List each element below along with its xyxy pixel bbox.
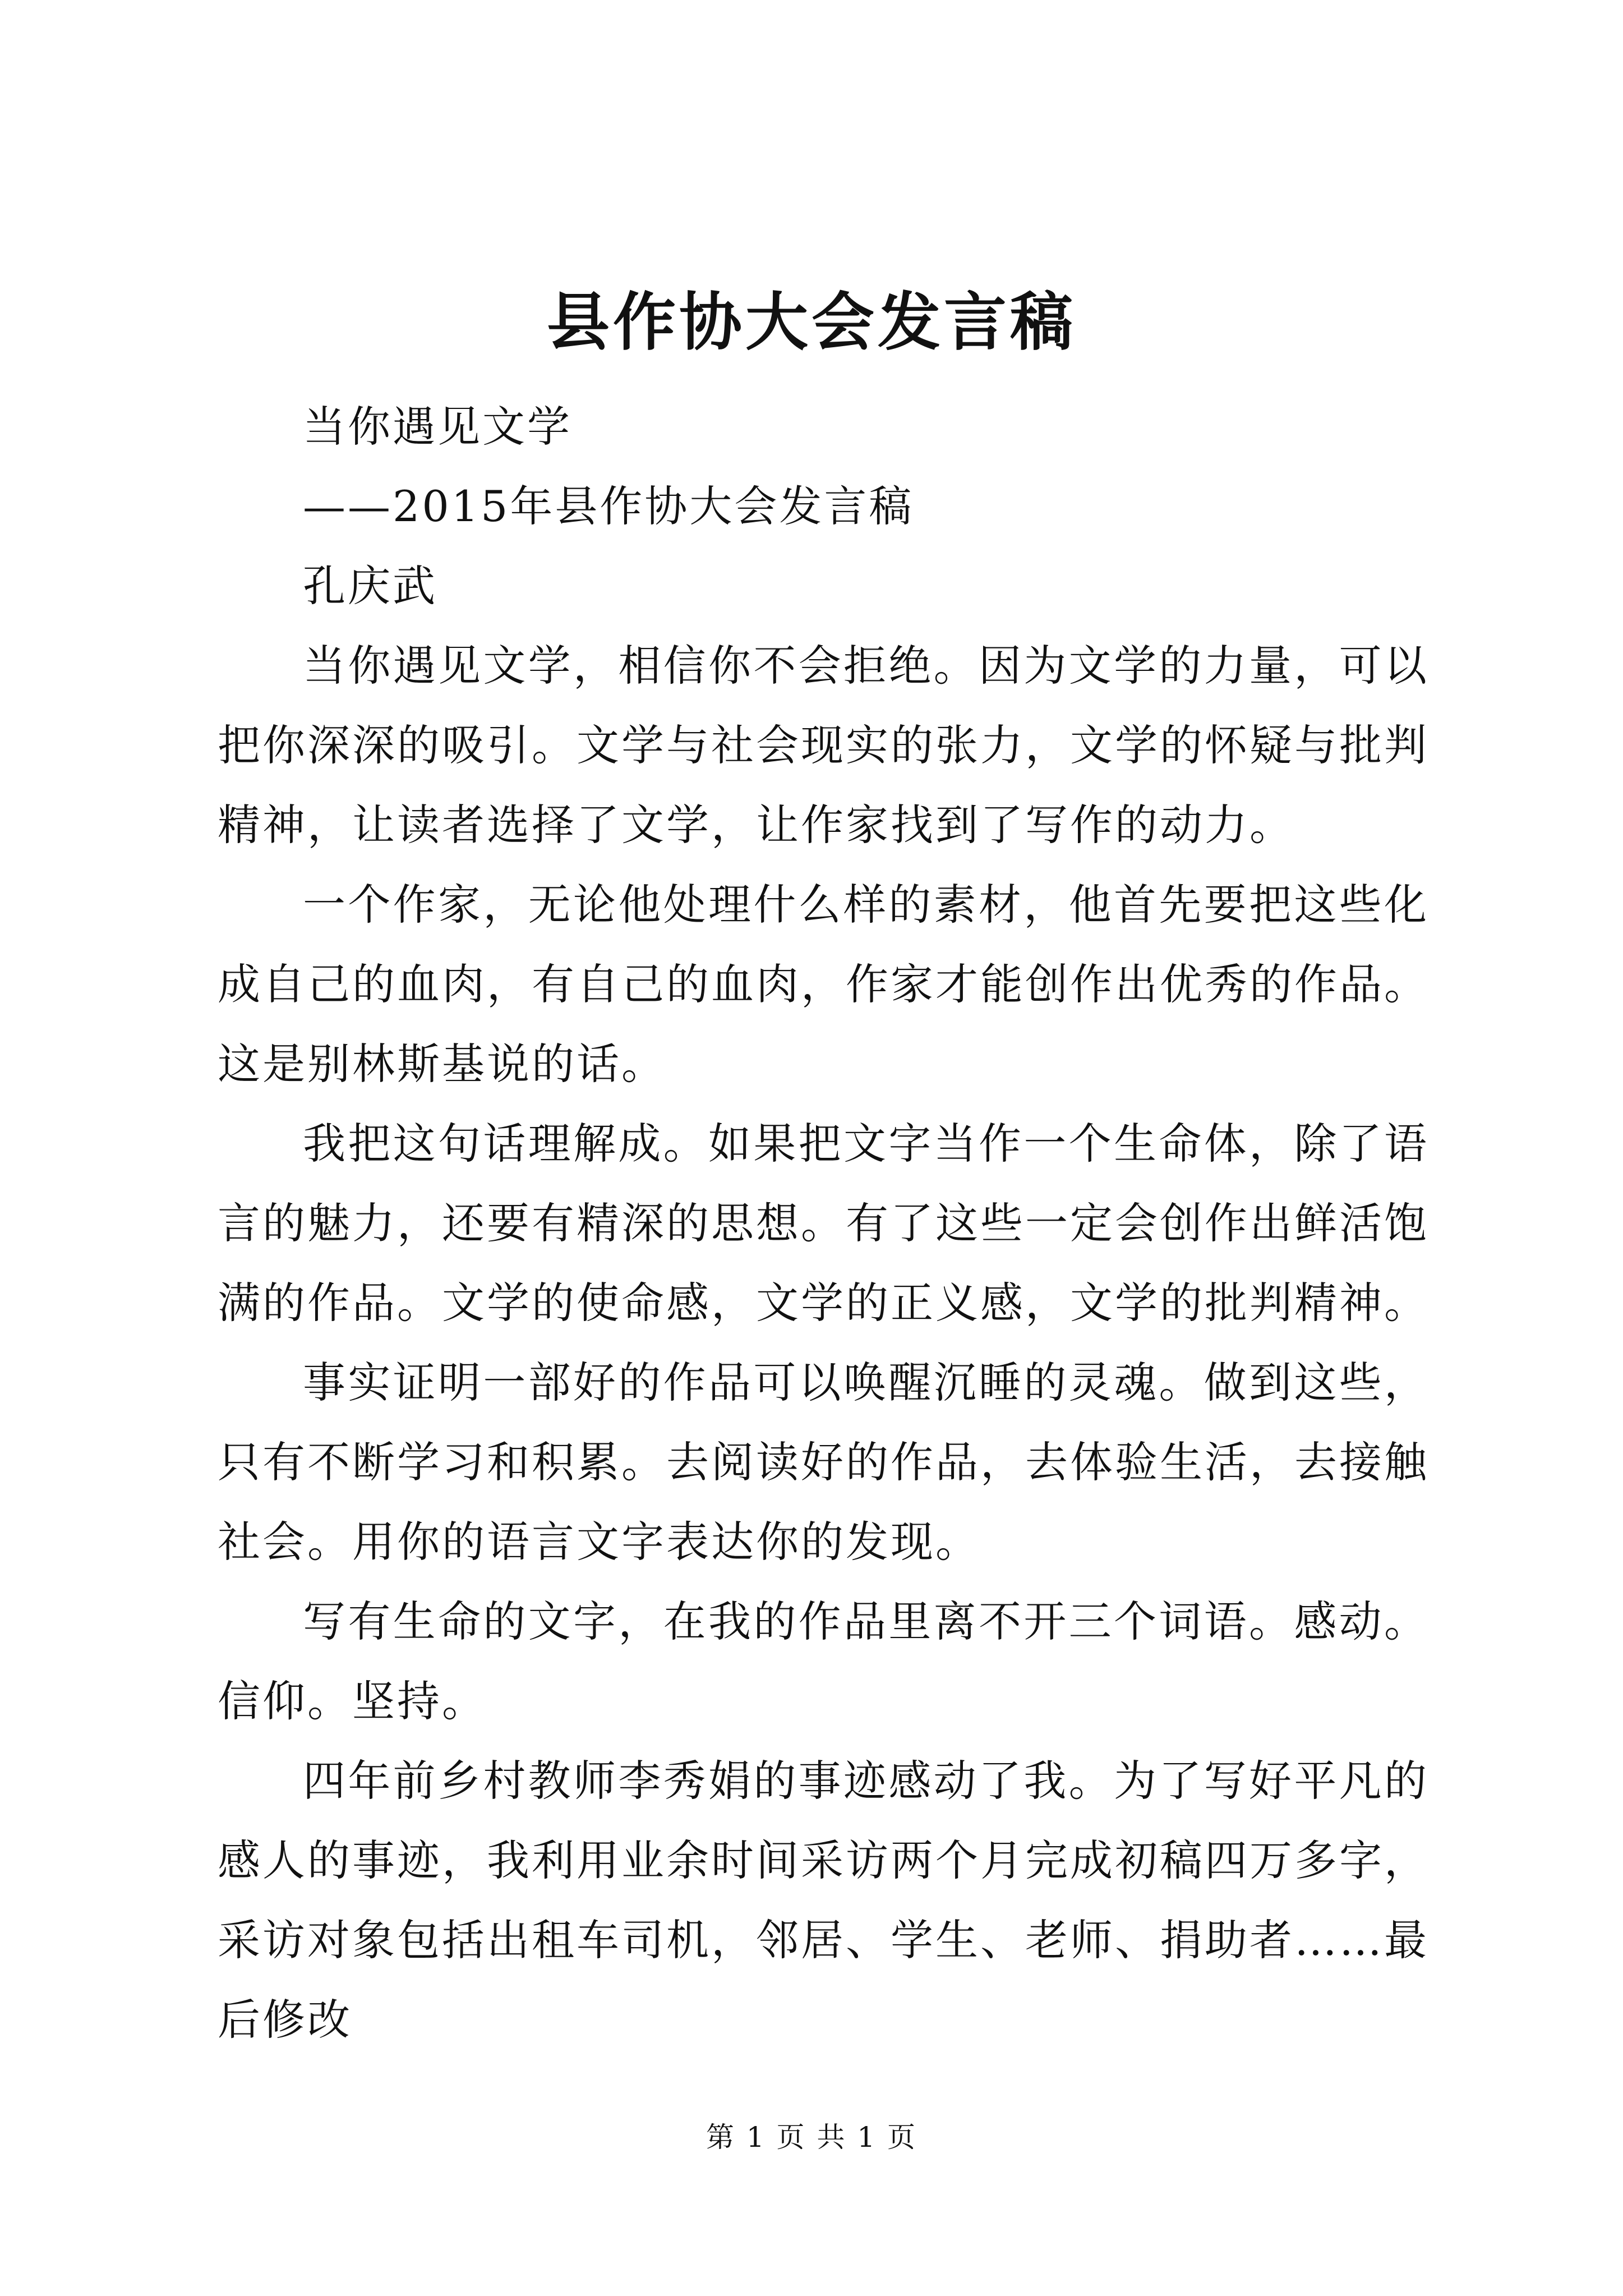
- subtitle-line: 当你遇见文学: [303, 402, 572, 452]
- document-title: 县作协大会发言稿: [547, 286, 1076, 359]
- body-paragraph: 当你遇见文学，相信你不会拒绝。因为文学的力量，可以把你深深的吸引。文学与社会现实的张力，文学的怀疑与批判精神，让读者选择了文学，让作家找到了写作的动力。: [218, 641, 1429, 850]
- body-paragraph: 一个作家，无论他处理什么样的素材，他首先要把这些化成自己的血肉，有自己的血肉，作家才能创作出优秀的作品。这是别林斯基说的话。: [218, 880, 1429, 1089]
- author-line: 孔庆武: [303, 561, 437, 611]
- page-number-footer: 第 1 页 共 1 页: [706, 2121, 917, 2154]
- body-paragraph: 四年前乡村教师李秀娟的事迹感动了我。为了写好平凡的感人的事迹，我利用业余时间采访两个月完成初稿四万多字，采访对象包括出租车司机，邻居、学生、老师、捐助者……最后修改: [218, 1756, 1429, 2045]
- body-paragraph: 写有生命的文字，在我的作品里离不开三个词语。感动。信仰。坚持。: [218, 1596, 1429, 1726]
- body-paragraph: 我把这句话理解成。如果把文字当作一个生命体，除了语言的魅力，还要有精深的思想。有了这些一定会创作出鲜活饱满的作品。文学的使命感，文学的正义感，文学的批判精神。: [218, 1119, 1429, 1328]
- body-paragraph: 事实证明一部好的作品可以唤醒沉睡的灵魂。做到这些，只有不断学习和积累。去阅读好的作品，去体验生活，去接触社会。用你的语言文字表达你的发现。: [218, 1358, 1429, 1567]
- document-body: [218, 387, 1429, 2060]
- subheading-line: ——2015年县作协大会发言稿: [303, 481, 914, 531]
